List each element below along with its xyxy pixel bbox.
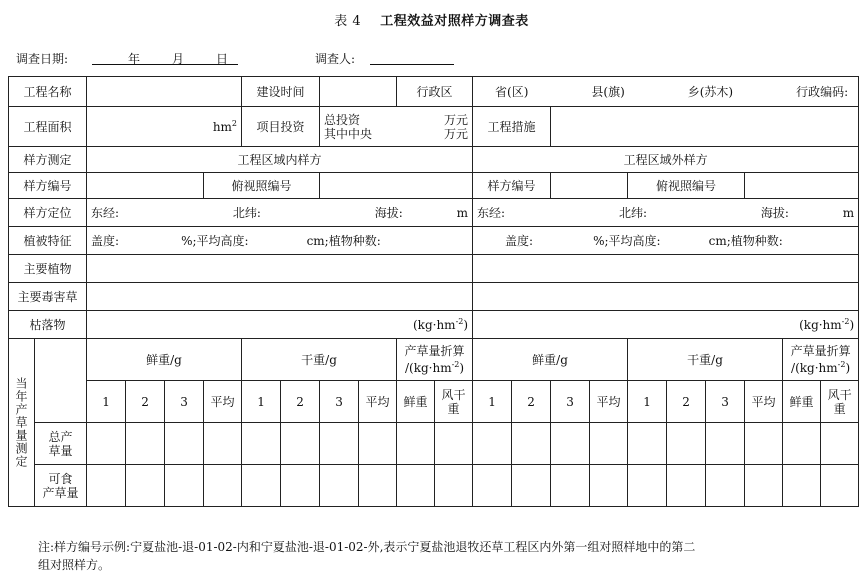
outside-coverage-label: 盖度: — [505, 234, 534, 248]
outside-sample-no-label: 样方编号 — [473, 173, 551, 199]
yield-subheader-row — [9, 381, 859, 423]
outside-top-view-label: 俯视照编号 — [628, 173, 745, 199]
total-yield-cell[interactable] — [435, 423, 473, 465]
outside-dry-col-3: 3 — [706, 381, 745, 423]
main-plants-row — [9, 255, 859, 283]
outside-toxic-weeds-value[interactable] — [473, 283, 859, 311]
edible-yield-cell[interactable] — [667, 465, 706, 507]
outside-litter-value[interactable] — [473, 311, 859, 339]
sample-measure-row — [9, 147, 859, 173]
survey-meta — [10, 50, 850, 70]
litter-label: 枯落物 — [9, 311, 87, 339]
outside-fresh-col-avg: 平均 — [590, 381, 628, 423]
inside-yield-convert-2: /(kg·hm — [404, 361, 452, 375]
edible-yield-cell[interactable] — [204, 465, 242, 507]
total-yield-cell[interactable] — [359, 423, 397, 465]
footnote — [38, 538, 858, 574]
edible-yield-cell[interactable] — [783, 465, 821, 507]
edible-yield-cell[interactable] — [745, 465, 783, 507]
inside-convert-fresh: 鲜重 — [397, 381, 435, 423]
main-plants-label: 主要植物 — [9, 255, 87, 283]
outside-yield-convert-3: ) — [845, 361, 851, 375]
inside-coverage-label: 盖度: — [91, 234, 120, 248]
toxic-weeds-label: 主要毒害草 — [9, 283, 87, 311]
page-title — [0, 10, 863, 29]
edible-yield-cell[interactable] — [512, 465, 551, 507]
inside-top-view-label: 俯视照编号 — [204, 173, 320, 199]
inside-fresh-col-2: 2 — [126, 381, 165, 423]
outside-dry-col-avg: 平均 — [745, 381, 783, 423]
total-yield-cell[interactable] — [628, 423, 667, 465]
inside-dry-weight-header: 干重/g — [242, 339, 397, 381]
invest-value[interactable] — [320, 107, 473, 147]
footnote-line-1: 注:样方编号示例:宁夏盐池-退-01-02-内和宁夏盐池-退-01-02-外,表示宁夏盐池退牧还草工程区内外第一组对照样地中的第二 — [38, 540, 696, 554]
inside-yield-convert-3: ) — [459, 361, 465, 375]
edible-yield-cell[interactable] — [435, 465, 473, 507]
inside-dry-col-avg: 平均 — [359, 381, 397, 423]
outside-yield-convert-1: 产草量折算 — [790, 344, 851, 358]
surveyor-field[interactable] — [370, 50, 454, 65]
project-area-value[interactable] — [87, 107, 242, 147]
edible-yield-cell[interactable] — [551, 465, 590, 507]
outside-convert-fresh: 鲜重 — [783, 381, 821, 423]
inside-toxic-weeds-value[interactable] — [87, 283, 473, 311]
inside-height-label: %;平均高度: — [181, 234, 249, 248]
inside-species-label: cm;植物种数: — [306, 234, 381, 248]
outside-east-label: 东经: — [477, 206, 506, 220]
inside-fresh-col-avg: 平均 — [204, 381, 242, 423]
total-yield-cell[interactable] — [512, 423, 551, 465]
project-invest-label: 项目投资 — [242, 107, 320, 147]
outside-dry-col-2: 2 — [667, 381, 706, 423]
sample-number-row — [9, 173, 859, 199]
outside-air-dry-2: 重 — [833, 401, 846, 416]
area-unit-sup: 2 — [231, 119, 238, 128]
total-yield-cell[interactable] — [165, 423, 204, 465]
inside-air-dry-1: 风干 — [441, 387, 466, 402]
inside-litter-value[interactable] — [87, 311, 473, 339]
project-measure-value[interactable] — [551, 107, 859, 147]
edible-yield-label-2: 产草量 — [42, 485, 79, 500]
outside-yield-convert-header — [783, 339, 859, 381]
inside-yield-convert-1: 产草量折算 — [404, 344, 465, 358]
outside-main-plants-value[interactable] — [473, 255, 859, 283]
edible-yield-label-1: 可食 — [48, 471, 73, 486]
inside-litter-unit-sup: -2 — [455, 317, 464, 326]
survey-table — [8, 76, 859, 507]
inside-fresh-col-1: 1 — [87, 381, 126, 423]
outside-altitude-label: 海拔: — [760, 206, 789, 220]
township-label: 乡(苏木) — [687, 85, 734, 99]
total-yield-label-1: 总产 — [48, 429, 73, 444]
outside-yield-convert-2: /(kg·hm — [791, 361, 838, 375]
county-label: 县(旗) — [591, 85, 625, 99]
litter-row — [9, 311, 859, 339]
edible-yield-cell[interactable] — [281, 465, 320, 507]
outside-fresh-col-3: 3 — [551, 381, 590, 423]
inside-yield-convert-header — [397, 339, 473, 381]
total-yield-cell[interactable] — [126, 423, 165, 465]
outside-species-label: cm;植物种数: — [708, 234, 783, 248]
inside-litter-unit: (kg·hm — [413, 318, 456, 332]
edible-yield-cell[interactable] — [397, 465, 435, 507]
build-time-label: 建设时间 — [242, 77, 320, 107]
total-yield-cell[interactable] — [783, 423, 821, 465]
outside-top-view-value[interactable] — [745, 173, 859, 199]
total-yield-cell[interactable] — [397, 423, 435, 465]
total-yield-cell[interactable] — [745, 423, 783, 465]
yield-corner-cell — [35, 339, 87, 423]
table-title: 工程效益对照样方调查表 — [380, 14, 529, 29]
edible-yield-cell[interactable] — [87, 465, 126, 507]
total-yield-label — [35, 423, 87, 465]
footnote-line-2: 组对照样方。 — [38, 558, 111, 572]
inside-north-label: 北纬: — [232, 206, 261, 220]
build-time-value[interactable] — [320, 77, 397, 107]
edible-yield-label — [35, 465, 87, 507]
inside-fresh-weight-header: 鲜重/g — [87, 339, 242, 381]
inside-veg-value[interactable] — [87, 227, 473, 255]
central-invest-unit: 万元 — [444, 126, 469, 141]
outside-dry-col-1: 1 — [628, 381, 667, 423]
edible-yield-cell[interactable] — [359, 465, 397, 507]
inside-convert-air-dry — [435, 381, 473, 423]
edible-yield-cell[interactable] — [628, 465, 667, 507]
outside-litter-unit: (kg·hm — [799, 318, 842, 332]
outside-fresh-weight-header: 鲜重/g — [473, 339, 628, 381]
inside-dry-col-2: 2 — [281, 381, 320, 423]
outside-litter-unit-close: ) — [849, 318, 855, 332]
inside-yield-convert-sup: -2 — [451, 360, 460, 369]
project-area-label: 工程面积 — [9, 107, 87, 147]
edible-yield-cell[interactable] — [242, 465, 281, 507]
outside-litter-unit-sup: -2 — [841, 317, 850, 326]
total-yield-cell[interactable] — [590, 423, 628, 465]
inside-air-dry-2: 重 — [447, 401, 460, 416]
admin-region-label: 行政区 — [397, 77, 473, 107]
outside-north-label: 北纬: — [618, 206, 647, 220]
total-yield-cell[interactable] — [473, 423, 512, 465]
inside-top-view-value[interactable] — [320, 173, 473, 199]
outside-yield-convert-sup: -2 — [837, 360, 846, 369]
total-yield-cell[interactable] — [551, 423, 590, 465]
total-yield-cell[interactable] — [667, 423, 706, 465]
inside-dry-col-1: 1 — [242, 381, 281, 423]
total-invest-label: 总投资 — [324, 112, 361, 127]
veg-feature-label: 植被特征 — [9, 227, 87, 255]
yield-side-text: 当年产草量测定 — [14, 377, 28, 468]
day-label: 日 — [216, 52, 229, 66]
inside-dry-col-3: 3 — [320, 381, 359, 423]
total-yield-cell[interactable] — [242, 423, 281, 465]
yield-side-label — [9, 339, 35, 507]
total-yield-cell[interactable] — [821, 423, 859, 465]
outside-height-label: %;平均高度: — [593, 234, 661, 248]
outside-convert-air-dry — [821, 381, 859, 423]
inside-main-plants-value[interactable] — [87, 255, 473, 283]
admin-region-value[interactable] — [473, 77, 859, 107]
project-name-value[interactable] — [87, 77, 242, 107]
total-invest-unit: 万元 — [444, 112, 469, 127]
area-unit: hm — [212, 120, 232, 134]
inside-meter-unit: m — [456, 205, 469, 220]
edible-yield-cell[interactable] — [590, 465, 628, 507]
surveyor-label: 调查人: — [315, 52, 356, 66]
total-yield-label-2: 草量 — [48, 443, 73, 458]
month-label: 月 — [172, 52, 185, 66]
province-label: 省(区) — [495, 85, 529, 99]
inside-litter-unit-close: ) — [463, 318, 469, 332]
central-invest-label: 其中中央 — [324, 126, 373, 141]
outside-fresh-col-1: 1 — [473, 381, 512, 423]
outside-location-value[interactable] — [473, 199, 859, 227]
total-yield-cell[interactable] — [204, 423, 242, 465]
outside-veg-value[interactable] — [473, 227, 859, 255]
sample-measure-label: 样方测定 — [9, 147, 87, 173]
total-yield-row — [9, 423, 859, 465]
outside-meter-unit: m — [842, 205, 855, 220]
survey-date-label: 调查日期: — [16, 52, 69, 66]
project-name-row — [9, 77, 859, 107]
edible-yield-cell[interactable] — [473, 465, 512, 507]
inside-sample-header: 工程区域内样方 — [87, 147, 473, 173]
total-yield-cell[interactable] — [281, 423, 320, 465]
edible-yield-cell[interactable] — [126, 465, 165, 507]
table-number: 表 4 — [334, 14, 362, 29]
edible-yield-cell[interactable] — [320, 465, 359, 507]
year-label: 年 — [128, 52, 141, 66]
total-yield-cell[interactable] — [87, 423, 126, 465]
toxic-weeds-row — [9, 283, 859, 311]
inside-location-value[interactable] — [87, 199, 473, 227]
inside-sample-no-value[interactable] — [87, 173, 204, 199]
outside-sample-header: 工程区域外样方 — [473, 147, 859, 173]
sample-location-label: 样方定位 — [9, 199, 87, 227]
edible-yield-cell[interactable] — [821, 465, 859, 507]
outside-dry-weight-header: 干重/g — [628, 339, 783, 381]
veg-feature-row — [9, 227, 859, 255]
admin-code-label: 行政编码: — [796, 85, 849, 99]
yield-header-row — [9, 339, 859, 381]
outside-air-dry-1: 风干 — [827, 387, 852, 402]
edible-yield-row — [9, 465, 859, 507]
outside-sample-no-value[interactable] — [551, 173, 628, 199]
inside-fresh-col-3: 3 — [165, 381, 204, 423]
inside-altitude-label: 海拔: — [374, 206, 403, 220]
project-area-row — [9, 107, 859, 147]
project-name-label: 工程名称 — [9, 77, 87, 107]
edible-yield-cell[interactable] — [706, 465, 745, 507]
outside-fresh-col-2: 2 — [512, 381, 551, 423]
total-yield-cell[interactable] — [706, 423, 745, 465]
sample-no-label: 样方编号 — [9, 173, 87, 199]
total-yield-cell[interactable] — [320, 423, 359, 465]
project-measure-label: 工程措施 — [473, 107, 551, 147]
inside-east-label: 东经: — [91, 206, 120, 220]
sample-location-row — [9, 199, 859, 227]
edible-yield-cell[interactable] — [165, 465, 204, 507]
